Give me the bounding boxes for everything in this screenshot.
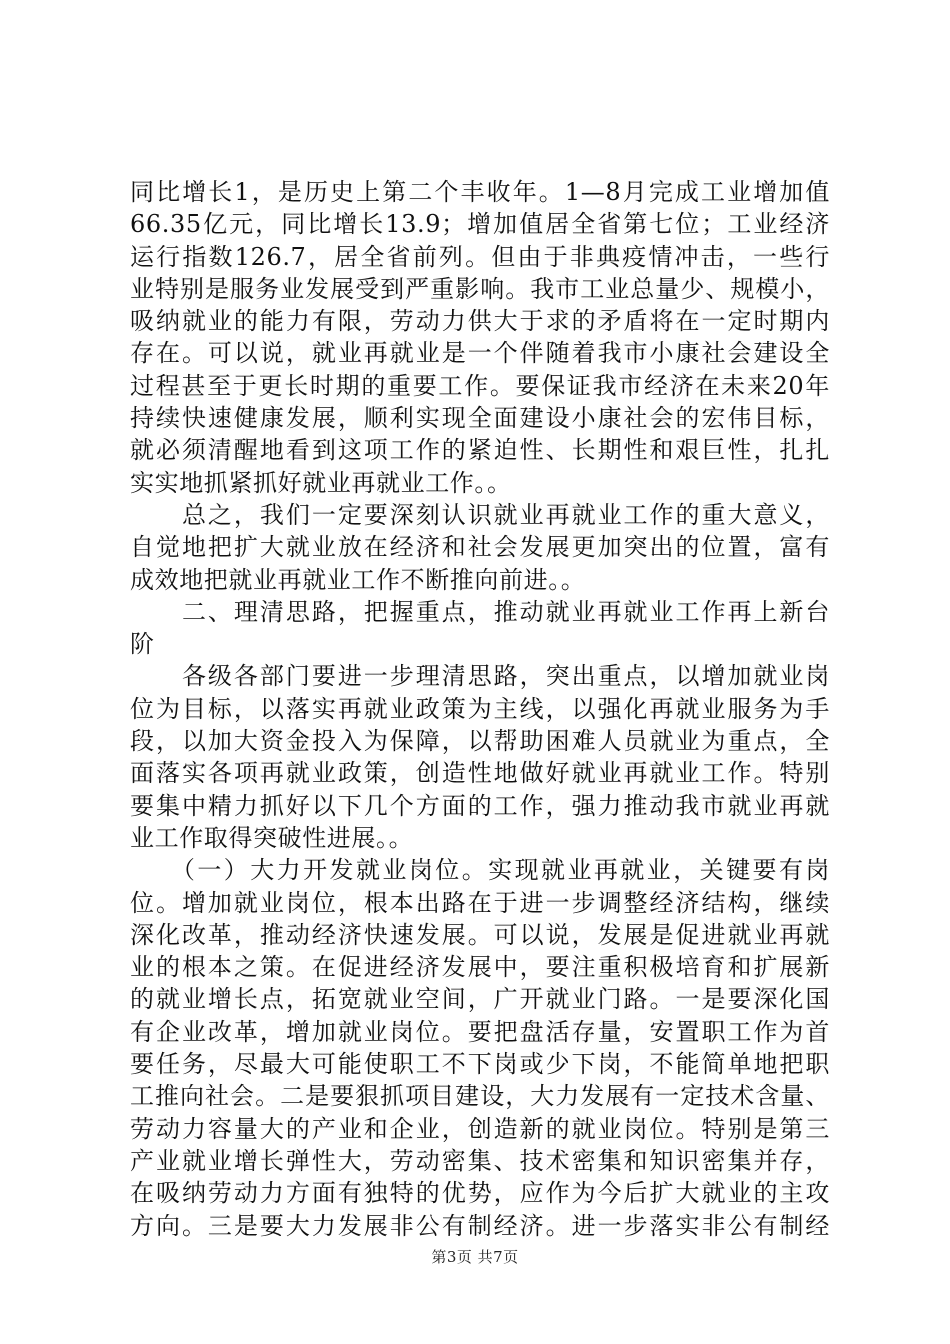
text-line: 持续快速健康发展，顺利实现全面建设小康社会的宏伟目标，: [130, 404, 830, 433]
text-line: 产业就业增长弹性大，劳动密集、技术密集和知识密集并存，: [130, 1146, 830, 1175]
text-line: 自觉地把扩大就业放在经济和社会发展更加突出的位置，富有: [130, 533, 830, 562]
text-line: 的就业增长点，拓宽就业空间，广开就业门路。一是要深化国: [130, 985, 830, 1014]
text-line: 在吸纳劳动力方面有独特的优势，应作为今后扩大就业的主攻: [130, 1179, 830, 1208]
text-line: 同比增长1，是历史上第二个丰收年。1—8月完成工业增加值: [130, 178, 830, 206]
text-line: 有企业改革，增加就业岗位。要把盘活存量，安置职工作为首: [130, 1017, 830, 1046]
text-line: 存在。可以说，就业再就业是一个伴随着我市小康社会建设全: [130, 339, 830, 368]
text-line: 段，以加大资金投入为保障，以帮助困难人员就业为重点，全: [130, 727, 830, 756]
text-line: 劳动力容量大的产业和企业，创造新的就业岗位。特别是第三: [130, 1114, 830, 1143]
text-line: 运行指数126.7，居全省前列。但由于非典疫情冲击，一些行: [130, 242, 830, 271]
text-line: 位为目标，以落实再就业政策为主线，以强化再就业服务为手: [130, 694, 830, 723]
text-line: 位。增加就业岗位，根本出路在于进一步调整经济结构，继续: [130, 888, 830, 917]
text-line: 业工作取得突破性进展。。: [130, 823, 414, 852]
text-line: 吸纳就业的能力有限，劳动力供大于求的矛盾将在一定时期内: [130, 307, 830, 336]
text-line: 要任务，尽最大可能使职工不下岗或少下岗，不能简单地把职: [130, 1050, 830, 1079]
text-line: （一）大力开发就业岗位。实现就业再就业，关键要有岗: [130, 856, 830, 885]
text-line: 阶: [130, 630, 155, 659]
text-line: 各级各部门要进一步理清思路，突出重点，以增加就业岗: [130, 662, 830, 691]
document-body: [130, 176, 830, 1242]
text-line: 方向。三是要大力发展非公有制经济。进一步落实非公有制经: [130, 1211, 830, 1240]
page-number-label: 第3页 共7页: [431, 1248, 519, 1266]
text-line: 面落实各项再就业政策，创造性地做好就业再就业工作。特别: [130, 759, 830, 788]
text-line: 业的根本之策。在促进经济发展中，要注重积极培育和扩展新: [130, 953, 830, 982]
text-line: 要集中精力抓好以下几个方面的工作，强力推动我市就业再就: [130, 791, 830, 820]
text-line: 过程甚至于更长时期的重要工作。要保证我市经济在未来20年: [130, 371, 830, 400]
text-line: 深化改革，推动经济快速发展。可以说，发展是促进就业再就: [130, 920, 830, 949]
text-line: 实实地抓紧抓好就业再就业工作。。: [130, 468, 512, 497]
text-line: 总之，我们一定要深刻认识就业再就业工作的重大意义，: [130, 500, 830, 529]
page-footer: [0, 1246, 950, 1267]
text-line: 工推向社会。二是要狠抓项目建设，大力发展有一定技术含量、: [130, 1082, 830, 1111]
text-line: 66.35亿元，同比增长13.9；增加值居全省第七位；工业经济: [130, 210, 830, 239]
text-line: 业特别是服务业发展受到严重影响。我市工业总量少、规模小，: [130, 274, 830, 303]
text-line: 成效地把就业再就业工作不断推向前进。。: [130, 565, 586, 594]
text-line: 就必须清醒地看到这项工作的紧迫性、长期性和艰巨性，扎扎: [130, 436, 830, 465]
text-line: 二、理清思路，把握重点，推动就业再就业工作再上新台: [130, 597, 830, 626]
